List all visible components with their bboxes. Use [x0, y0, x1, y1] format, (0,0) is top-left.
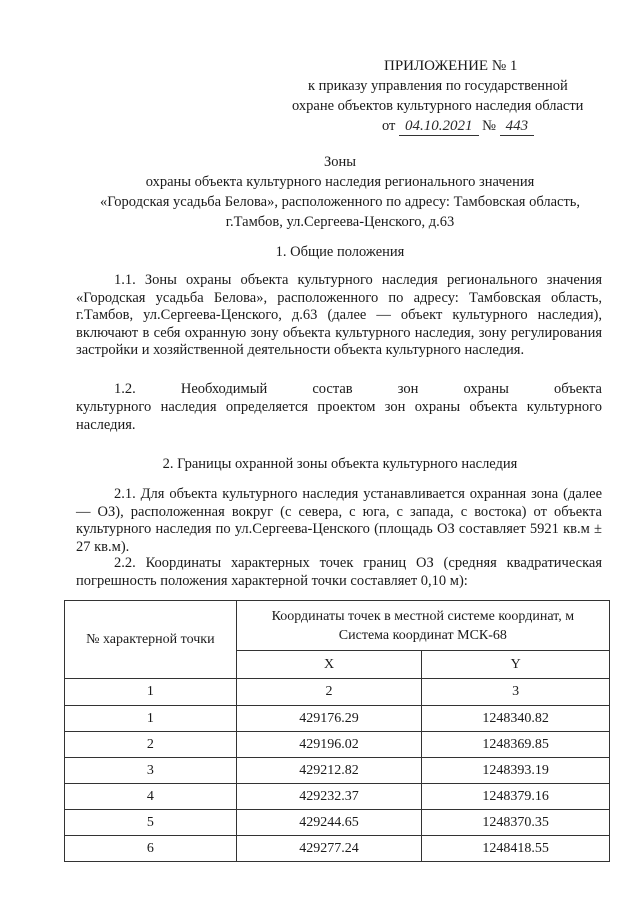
y-coordinate-cell: 1248379.16 — [422, 784, 610, 810]
handwritten-number: 443 — [500, 118, 535, 136]
y-coordinate-cell: 1248340.82 — [422, 706, 610, 732]
column-number-cell: 2 — [236, 679, 422, 706]
x-coordinate-cell: 429244.65 — [236, 810, 422, 836]
header-x: X — [236, 651, 422, 679]
title-line-1: Зоны — [323, 154, 357, 170]
date-prefix: от — [382, 118, 396, 134]
point-number-cell: 3 — [65, 758, 237, 784]
appendix-line-1: к приказу управления по государственной — [308, 78, 568, 94]
appendix-block — [288, 56, 618, 136]
paragraph-2-1-text: 2.1. Для объекта культурного наследия устанавливается охранная зона (далее — ОЗ), расположенная вокруг (с севера, с юга, с запада, с востока) от объекта культурного наследия по ул.Сергеева-Ценского (площадь ОЗ составляет 5921 кв.м ± 27 кв.м). — [76, 486, 602, 555]
table-row — [65, 732, 610, 758]
appendix-date-line — [288, 116, 618, 136]
point-number-cell: 2 — [65, 732, 237, 758]
table-row — [65, 784, 610, 810]
table-row — [65, 706, 610, 732]
paragraph-2-1 — [76, 486, 602, 556]
title-line-2: охраны объекта культурного наследия регионального значения — [145, 174, 535, 190]
number-prefix: № — [482, 118, 496, 134]
title-line-4: г.Тамбов, ул.Сергеева-Ценского, д.63 — [225, 214, 455, 230]
x-coordinate-cell: 429176.29 — [236, 706, 422, 732]
paragraph-2-2 — [76, 555, 602, 590]
point-number-cell: 5 — [65, 810, 237, 836]
x-coordinate-cell: 429232.37 — [236, 784, 422, 810]
y-coordinate-cell: 1248369.85 — [422, 732, 610, 758]
paragraph-1-2-first-text: 1.2. Необходимый состав зон охраны объекта — [114, 381, 602, 397]
header-y: Y — [422, 651, 610, 679]
handwritten-date: 04.10.2021 — [399, 118, 479, 136]
appendix-title: ПРИЛОЖЕНИЕ № 1 — [384, 58, 518, 74]
header-coordinates — [236, 601, 609, 651]
title-line-3: «Городская усадьба Белова», расположенного по адресу: Тамбовская область, — [99, 194, 581, 210]
paragraph-1-2-rest: культурного наследия определяется проектом зон охраны объекта культурного наследия. — [76, 399, 602, 433]
column-number-cell: 1 — [65, 679, 237, 706]
document-title — [60, 152, 620, 232]
header-coordinates-line-2: Система координат МСК-68 — [338, 627, 507, 643]
paragraph-1-1 — [76, 272, 602, 360]
section-2-heading: 2. Границы охранной зоны объекта культурного наследия — [162, 456, 518, 472]
table-row — [65, 810, 610, 836]
table-row — [65, 758, 610, 784]
paragraph-1-2-first-line — [76, 381, 602, 399]
paragraph-2-2-text: 2.2. Координаты характерных точек границ ОЗ (средняя квадратическая погрешность положения характерной точки составляет 0,10 м): — [76, 555, 602, 589]
y-coordinate-cell: 1248370.35 — [422, 810, 610, 836]
x-coordinate-cell: 429196.02 — [236, 732, 422, 758]
point-number-cell: 6 — [65, 836, 237, 862]
coordinates-table — [64, 600, 610, 862]
point-number-cell: 1 — [65, 706, 237, 732]
y-coordinate-cell: 1248393.19 — [422, 758, 610, 784]
header-coordinates-line-1: Координаты точек в местной системе координат, м — [271, 608, 575, 624]
x-coordinate-cell: 429212.82 — [236, 758, 422, 784]
appendix-line-2: охране объектов культурного наследия области — [292, 98, 584, 114]
table-row — [65, 836, 610, 862]
y-coordinate-cell: 1248418.55 — [422, 836, 610, 862]
header-point-number: № характерной точки — [65, 601, 237, 679]
x-coordinate-cell: 429277.24 — [236, 836, 422, 862]
section-1-heading: 1. Общие положения — [275, 244, 405, 260]
column-number-cell: 3 — [422, 679, 610, 706]
point-number-cell: 4 — [65, 784, 237, 810]
paragraph-1-1-text: 1.1. Зоны охраны объекта культурного наследия регионального значения «Городская усадьба Белова», расположенного по адресу: Тамбовская область, г.Тамбов, ул.Сергеева-Ценского, д.63 (далее — объект культурного наследия), включают в себя охранную зону объекта культурного наследия, зону регулирования застройки и хозяйственной деятельности объекта культурного наследия. — [76, 272, 602, 358]
